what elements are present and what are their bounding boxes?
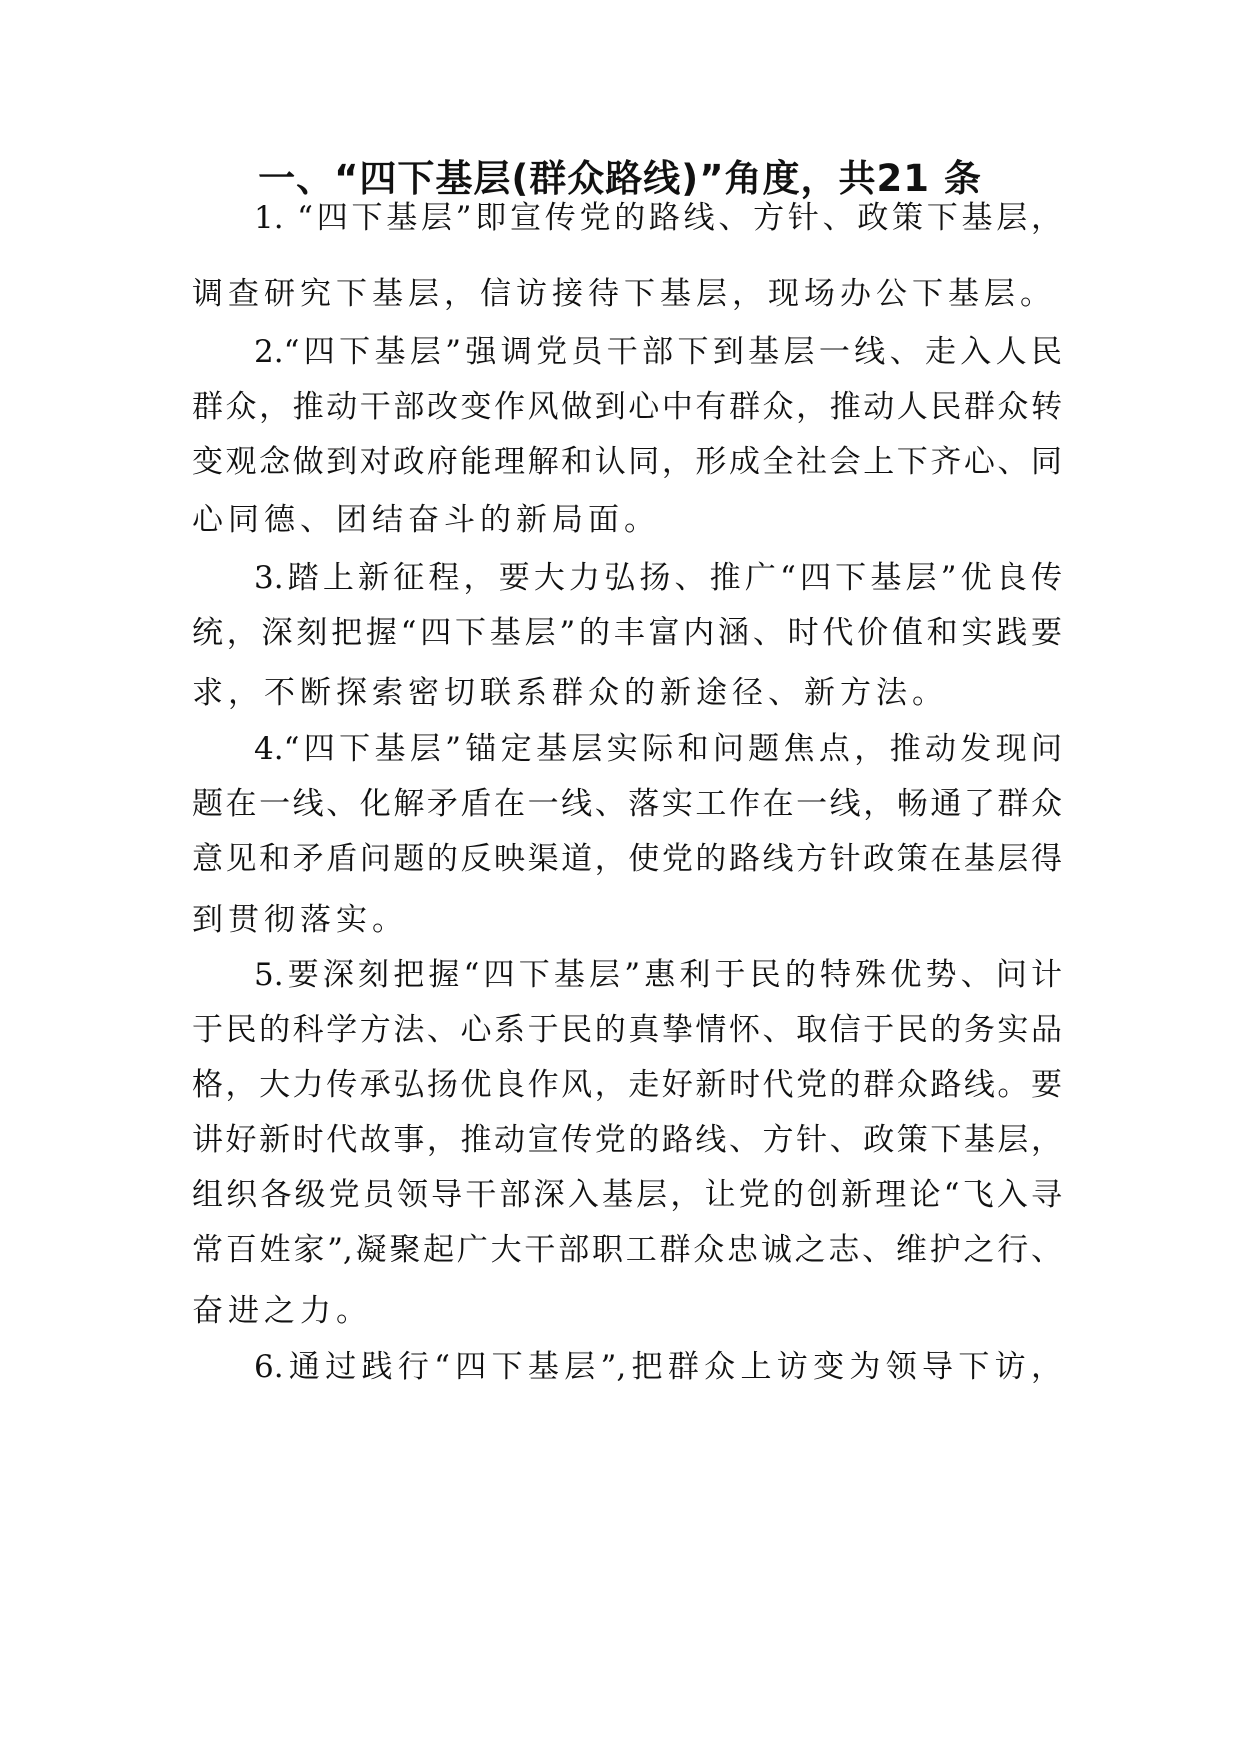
item-4-line-2: 题在一线、化解矛盾在一线、落实工作在一线，畅通了群众 xyxy=(192,786,1062,822)
item-3-line-3: 求，不断探索密切联系群众的新途径、新方法。 xyxy=(192,675,948,711)
item-2-line-4: 心同德、团结奋斗的新局面。 xyxy=(192,502,660,538)
item-2-line-1: 2.“四下基层”强调党员干部下到基层一线、走入人民 xyxy=(254,334,1062,370)
item-1-line-2: 调查研究下基层，信访接待下基层，现场办公下基层。 xyxy=(192,276,1056,312)
item-5-line-3: 格，大力传承弘扬优良作风，走好新时代党的群众路线。要 xyxy=(192,1067,1062,1103)
item-5-line-6: 常百姓家”,凝聚起广大干部职工群众忠诚之志、维护之行、 xyxy=(192,1232,1062,1268)
item-2-line-2: 群众，推动干部改变作风做到心中有群众，推动人民群众转 xyxy=(192,389,1062,425)
item-1-line-1: 1. “四下基层”即宣传党的路线、方针、政策下基层， xyxy=(254,200,1062,236)
item-4-line-3: 意见和矛盾问题的反映渠道，使党的路线方针政策在基层得 xyxy=(192,841,1062,877)
item-3-line-1: 3.踏上新征程，要大力弘扬、推广“四下基层”优良传 xyxy=(254,560,1062,596)
item-5-line-4: 讲好新时代故事，推动宣传党的路线、方针、政策下基层， xyxy=(192,1122,1062,1158)
item-2-line-3: 变观念做到对政府能理解和认同，形成全社会上下齐心、同 xyxy=(192,444,1062,480)
item-6-line-1: 6.通过践行“四下基层”,把群众上访变为领导下访， xyxy=(254,1349,1062,1385)
item-5-line-2: 于民的科学方法、心系于民的真挚情怀、取信于民的务实品 xyxy=(192,1012,1062,1048)
item-4-line-4: 到贯彻落实。 xyxy=(192,902,408,938)
section-title: 一、“四下基层(群众路线)”角度，共21 条 xyxy=(258,157,982,200)
item-5-line-7: 奋进之力。 xyxy=(192,1293,372,1329)
item-5-line-1: 5.要深刻把握“四下基层”惠利于民的特殊优势、问计 xyxy=(254,957,1062,993)
item-4-line-1: 4.“四下基层”锚定基层实际和问题焦点，推动发现问 xyxy=(254,731,1062,767)
item-5-line-5: 组织各级党员领导干部深入基层，让党的创新理论“飞入寻 xyxy=(192,1177,1062,1213)
item-3-line-2: 统，深刻把握“四下基层”的丰富内涵、时代价值和实践要 xyxy=(192,615,1062,651)
